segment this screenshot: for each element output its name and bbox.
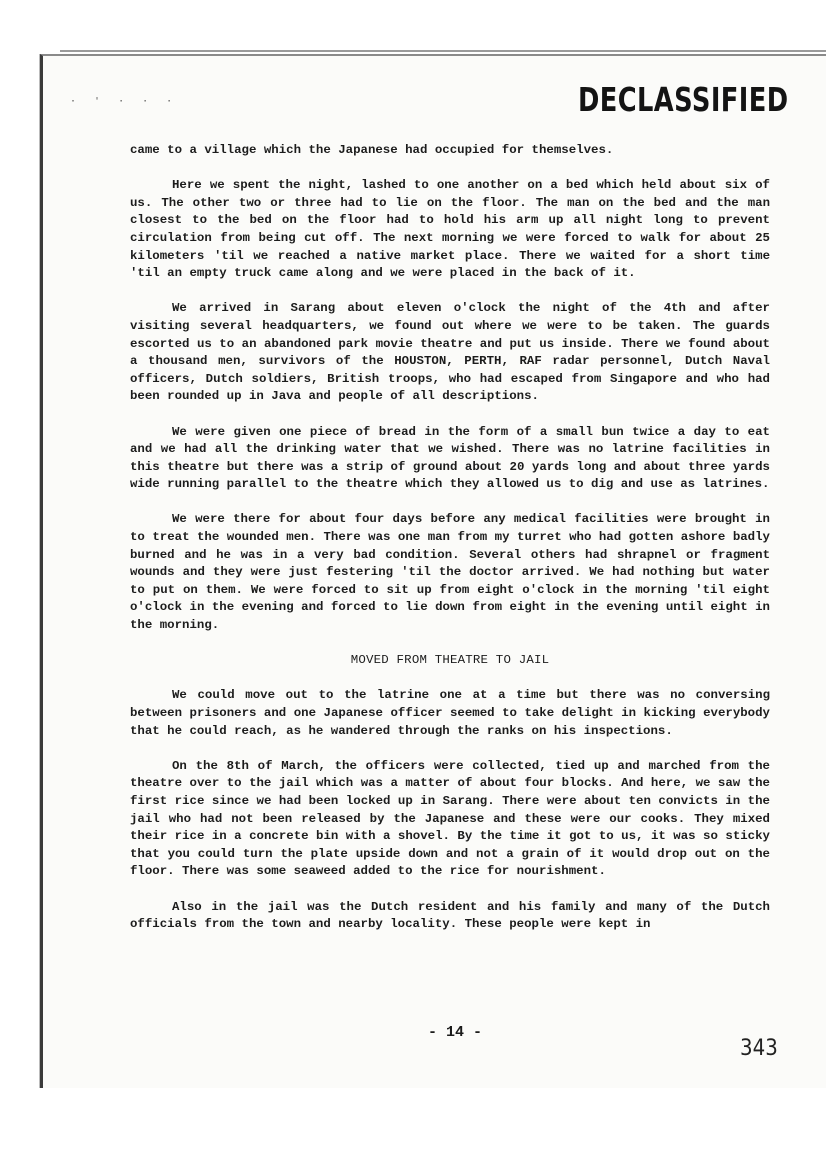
declassified-stamp: DECLASSIFIED	[578, 80, 789, 119]
scan-specks: · ' · · ·	[70, 96, 179, 107]
paragraph-4: We were given one piece of bread in the form of a small bun twice a day to eat and we had all the drinking water that we wished. There was no latrine facilities in this theatre but there was a strip of ground about 20 yards long and about three yards wide running parallel to the theatre which they allowed us to dig and use as latrines.	[130, 424, 770, 492]
paragraph-1: came to a village which the Japanese had occupied for themselves.	[130, 143, 614, 157]
paragraph-5: We were there for about four days before any medical facilities were brought in to treat the wounded men. There was one man from my turret who had gotten ashore badly burned and he was in a very bad condition. Several others had shrapnel or fragment wounds and they were just festering 'til the doctor arrived. We had nothing but water to put on them. We were forced to sit up from eight o'clock in the morning 'til eight o'clock in the evening and forced to lie down from eight in the evening until eight in the morning.	[130, 512, 770, 633]
paragraph-3: We arrived in Sarang about eleven o'clock the night of the 4th and after visiting several headquarters, we found out where we were to be taken. The guards escorted us to an abandoned park movie theatre and put us inside. There we found about a thousand men, survivors of the HOUSTON, PERTH, RAF radar personnel, Dutch Naval officers, Dutch soldiers, British troops, who had escaped from Singapore and who had been rounded up in Java and people of all descriptions.	[130, 301, 770, 404]
paragraph-7: On the 8th of March, the officers were collected, tied up and marched from the theatre over to the jail which was a matter of about four blocks. And here, we saw the first rice since we had been locked up in Sarang. There were about ten convicts in the jail who had not been released by the Japanese and these were our cooks. They mixed their rice in a concrete bin with a shovel. By the time it got to us, it was so sticky that you could turn the plate upside down and not a grain of it would drop out on the floor. There was some seaweed added to the rice for nourishment.	[130, 758, 770, 879]
document-body	[130, 142, 770, 934]
paragraph-6: We could move out to the latrine one at a time but there was no conversing between prisoners and one Japanese officer seemed to take delight in kicking everybody that he could reach, as he wandered through the ranks on his inspections.	[130, 688, 770, 738]
page-top-edge	[60, 50, 826, 52]
archive-number: 343	[740, 1036, 778, 1061]
section-heading: MOVED FROM THEATRE TO JAIL	[350, 653, 550, 668]
page-number: - 14 -	[428, 1024, 483, 1041]
paragraph-2: Here we spent the night, lashed to one another on a bed which held about six of us. The other two or three had to lie on the floor. The man on the bed and the man closest to the bed on the floor had to hold his arm up all night long to prevent circulation from being cut off. The next morning we were forced to walk for about 25 kilometers 'til we reached a native market place. There we waited for a short time 'til an empty truck came along and we were placed in the back of it.	[130, 178, 770, 281]
paragraph-8: Also in the jail was the Dutch resident and his family and many of the Dutch officials from the town and nearby locality. These people were kept in	[130, 899, 770, 932]
